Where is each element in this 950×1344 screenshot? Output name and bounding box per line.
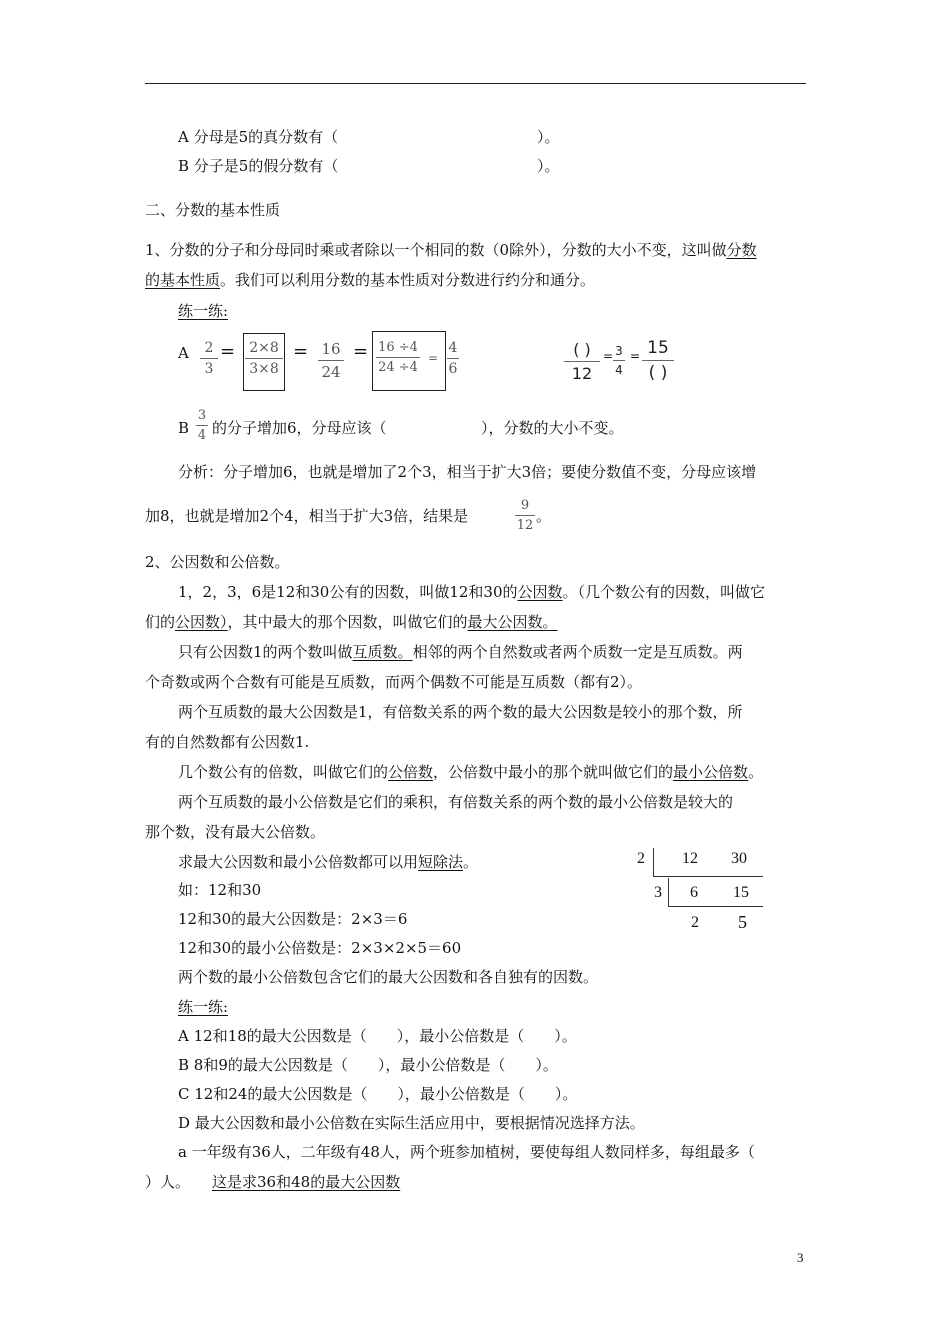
division-bar-vertical [653,848,654,876]
example-a-label: A [178,344,189,362]
equals-sign-small: = [603,349,614,363]
question-b: B 分子是5的假分数有（ [178,157,339,175]
quotient-15: 15 [733,884,749,901]
paragraph-7: 求最大公因数和最小公倍数都可以用短除法。 [178,853,479,871]
fraction-3-4: 3 4 [613,344,625,377]
dividend-30: 30 [731,850,747,867]
example-b-label: B [178,419,190,437]
note-line: 两个数的最小公倍数包含它们的最大公因数和各自独有的因数。 [178,968,599,986]
practice-e-line2: ）人。 这是求36和48的最大公因数 [145,1173,401,1191]
division-bar-vertical-2 [668,878,669,906]
dividend-12: 12 [682,850,698,867]
paragraph-1-line1: 1、分数的分子和分母同时乘或者除以一个相同的数（0除外），分数的大小不变，这叫做分数 [145,241,757,259]
question-a-close: ）。 [537,128,560,146]
practice-d: D 最大公因数和最小公倍数在实际生活应用中，要根据情况选择方法。 [178,1114,645,1132]
fraction-blank-12: ( ) 12 [564,340,600,383]
practice-a: A 12和18的最大公因数是（ ），最小公倍数是（ ）。 [178,1027,577,1045]
divisor-2: 2 [637,850,645,867]
paragraph-1-line2: 的基本性质。我们可以利用分数的基本性质对分数进行约分和通分。 [145,271,596,289]
gcd-line: 12和30的最大公因数是：2×3＝6 [178,910,408,928]
example-b-text: 的分子增加6，分母应该（ [212,419,387,437]
paragraph-2-line1: 1，2，3，6是12和30公有的因数，叫做12和30的公因数。（几个数公有的因数，叫做它 [178,583,766,601]
divisor-3: 3 [654,884,662,901]
analysis-line2: 加8，也就是增加2个4，相当于扩大3倍，结果是 [145,507,469,525]
equals-sign: = [353,341,369,362]
quotient-6: 6 [690,884,698,901]
paragraph-3-line1: 只有公因数1的两个数叫做互质数。相邻的两个自然数或者两个质数一定是互质数。两 [178,643,743,661]
practice-c: C 12和24的最大公因数是（ ），最小公倍数是（ ）。 [178,1085,578,1103]
paragraph-3-line2: 个奇数或两个合数有可能是互质数，而两个偶数不可能是互质数（都有2）。 [145,673,643,691]
practice-label: 练一练: [178,302,229,320]
question-a: A 分母是5的真分数有（ [178,128,339,146]
fraction-2-3: 2 3 [200,340,218,377]
division-bar-horizontal [653,876,763,877]
paragraph-4-line2: 有的自然数都有公因数1. [145,733,310,751]
paragraph-5: 几个数公有的倍数，叫做它们的公倍数，公倍数中最小的那个就叫做它们的最小公倍数。 [178,763,764,781]
example-line: 如：12和30 [178,881,262,899]
result-2: 2 [691,914,699,931]
fraction-3-4: 3 4 [197,408,207,443]
example-b-close: ），分数的大小不变。 [481,419,624,437]
equals-sign: = [220,341,236,362]
equals-sign-small: = [428,351,439,365]
equals-sign-small: = [630,349,641,363]
fraction-2x8-3x8: 2×8 3×8 [245,340,283,377]
question-b-close: ）。 [537,157,560,175]
division-bar-horizontal-2 [668,906,763,907]
practice-label-2: 练一练: [178,998,229,1016]
practice-b: B 8和9的最大公因数是（ ），最小公倍数是（ ）。 [178,1056,558,1074]
paragraph-2-line2: 们的公因数），其中最大的那个因数，叫做它们的最大公因数。 [145,613,558,631]
fraction-4-6: 4 6 [448,340,458,377]
lcm-line: 12和30的最小公倍数是：2×3×2×5＝60 [178,939,462,957]
practice-e-line1: a 一年级有36人，二年级有48人，两个班参加植树，要使每组人数同样多，每组最多（ [178,1143,755,1161]
result-5: 5 [738,912,747,932]
fraction-16-24: 16 24 [318,340,344,381]
fraction-15-blank: 15 ( ) [642,338,674,383]
analysis-line1: 分析：分子增加6，也就是增加了2个3，相当于扩大3倍；要使分数值不变，分母应该增 [178,463,757,481]
paragraph-6-line1: 两个互质数的最小公倍数是它们的乘积，有倍数关系的两个数的最小公倍数是较大的 [178,793,734,811]
section-heading-2: 2、公因数和公倍数。 [145,553,290,571]
paragraph-6-line2: 那个数，没有最大公倍数。 [145,823,326,841]
section-heading: 二、分数的基本性质 [145,201,281,219]
paragraph-4-line1: 两个互质数的最大公因数是1，有倍数关系的两个数的最大公因数是较小的那个数，所 [178,703,743,721]
header-rule [145,83,806,84]
equals-sign: = [293,341,309,362]
fraction-16div4-24div4: 16 ÷4 24 ÷4 [376,340,420,375]
fraction-9-12: 9 12 [516,498,534,533]
page-number: 3 [797,1250,804,1265]
analysis-end: 。 [536,507,552,525]
